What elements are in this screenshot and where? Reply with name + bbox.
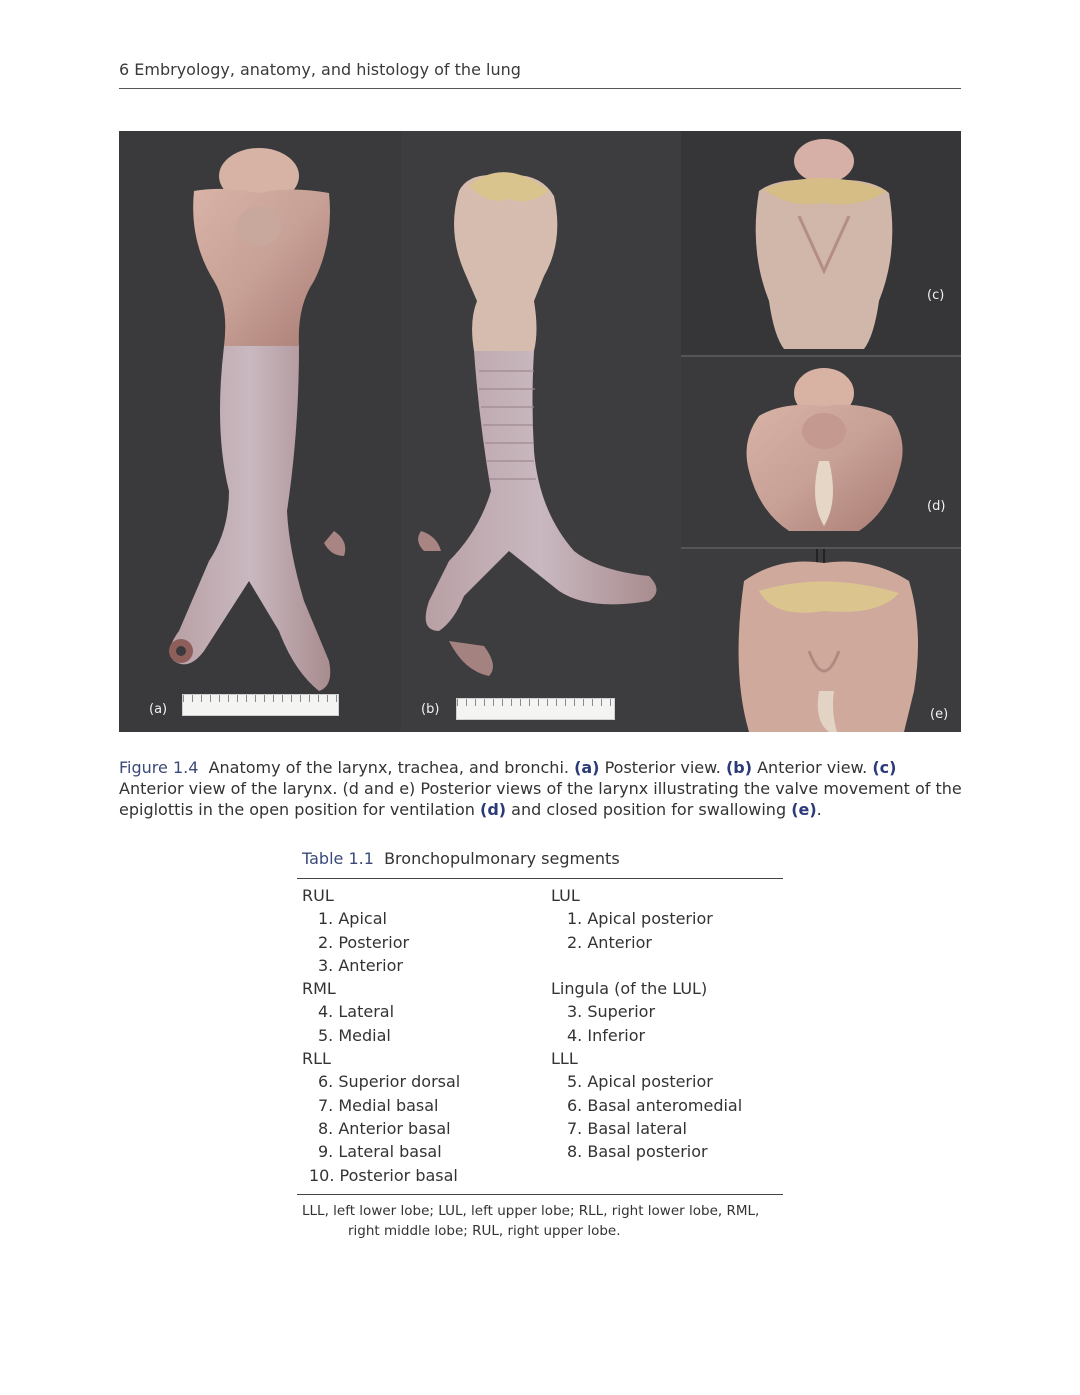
- caption-ref-c: (c): [872, 758, 897, 777]
- segment-item: 6. Superior dorsal: [318, 1072, 461, 1092]
- caption-text-3: Anterior view.: [757, 758, 868, 777]
- segment-item: 1. Apical posterior: [567, 909, 713, 929]
- segment-item: 4. Lateral: [318, 1002, 395, 1022]
- caption-ref-e: (e): [791, 800, 817, 819]
- figure-caption: [119, 757, 964, 820]
- segment-item: 5. Apical posterior: [567, 1072, 713, 1092]
- footnote-line-2: right middle lobe; RUL, right upper lobe.: [348, 1223, 621, 1239]
- caption-ref-b: (b): [725, 758, 753, 777]
- caption-text-5: and closed position for swallowing: [511, 800, 787, 819]
- header-rule: [119, 88, 961, 89]
- specimen-e: [739, 549, 918, 732]
- lobe-header-lll: LLL: [551, 1049, 578, 1069]
- segment-item: 2. Posterior: [318, 932, 410, 952]
- segment-item: 10. Posterior basal: [309, 1165, 458, 1185]
- caption-text-4: Anterior view of the larynx. (d and e) Posterior views of the larynx illustrating the valve movement of the epiglottis in the open position for ventilation: [119, 779, 962, 819]
- caption-ref-d: (d): [480, 800, 507, 819]
- table-rule-bottom: [297, 1194, 783, 1195]
- table-footnote: [302, 1201, 792, 1241]
- lobe-header-rll: RLL: [302, 1049, 331, 1069]
- segment-item: 5. Medial: [318, 1025, 391, 1045]
- panel-label-b: (b): [421, 702, 440, 717]
- segment-item: 8. Basal posterior: [567, 1142, 708, 1162]
- figure-1-4-photo: [119, 131, 961, 732]
- table-title: [302, 849, 620, 868]
- caption-text-1: Anatomy of the larynx, trachea, and bronchi.: [208, 758, 569, 777]
- table-rule-top: [297, 878, 783, 879]
- segment-item: 3. Superior: [567, 1002, 656, 1022]
- panel-label-e: (e): [930, 707, 949, 722]
- caption-text-6: .: [816, 800, 822, 819]
- segment-item: 8. Anterior basal: [318, 1118, 451, 1138]
- segment-item: 3. Anterior: [318, 955, 403, 975]
- panel-label-c: (c): [927, 288, 945, 303]
- specimen-illustration: [119, 131, 961, 732]
- figure-number: Figure 1.4: [119, 758, 199, 777]
- panel-label-a: (a): [149, 702, 168, 717]
- caption-text-2: Posterior view.: [604, 758, 721, 777]
- lobe-header-rml: RML: [302, 979, 336, 999]
- lobe-header-lingula: Lingula (of the LUL): [551, 979, 708, 999]
- segment-item: 7. Basal lateral: [567, 1118, 687, 1138]
- segment-item: 4. Inferior: [567, 1025, 646, 1045]
- lobe-header-rul: RUL: [302, 886, 334, 905]
- footnote-line-1: LLL, left lower lobe; LUL, left upper lobe; RLL, right lower lobe, RML,: [302, 1203, 760, 1219]
- segment-item: 7. Medial basal: [318, 1095, 439, 1115]
- table-number: Table 1.1: [302, 849, 374, 868]
- panel-label-d: (d): [927, 499, 946, 514]
- segment-item: 1. Apical: [318, 909, 387, 929]
- table-title-text: Bronchopulmonary segments: [384, 849, 620, 868]
- scale-ruler-b: [456, 698, 615, 720]
- table-column-left-lung: [551, 884, 742, 1164]
- lobe-header-lul: LUL: [551, 886, 580, 905]
- caption-ref-a: (a): [574, 758, 600, 777]
- table-column-right-lung: [302, 884, 460, 1187]
- segment-item: 2. Anterior: [567, 932, 652, 952]
- segment-item: 6. Basal anteromedial: [567, 1095, 743, 1115]
- running-head: 6 Embryology, anatomy, and histology of the lung: [119, 60, 521, 79]
- scale-ruler-a: [182, 694, 339, 716]
- segment-item: 9. Lateral basal: [318, 1142, 442, 1162]
